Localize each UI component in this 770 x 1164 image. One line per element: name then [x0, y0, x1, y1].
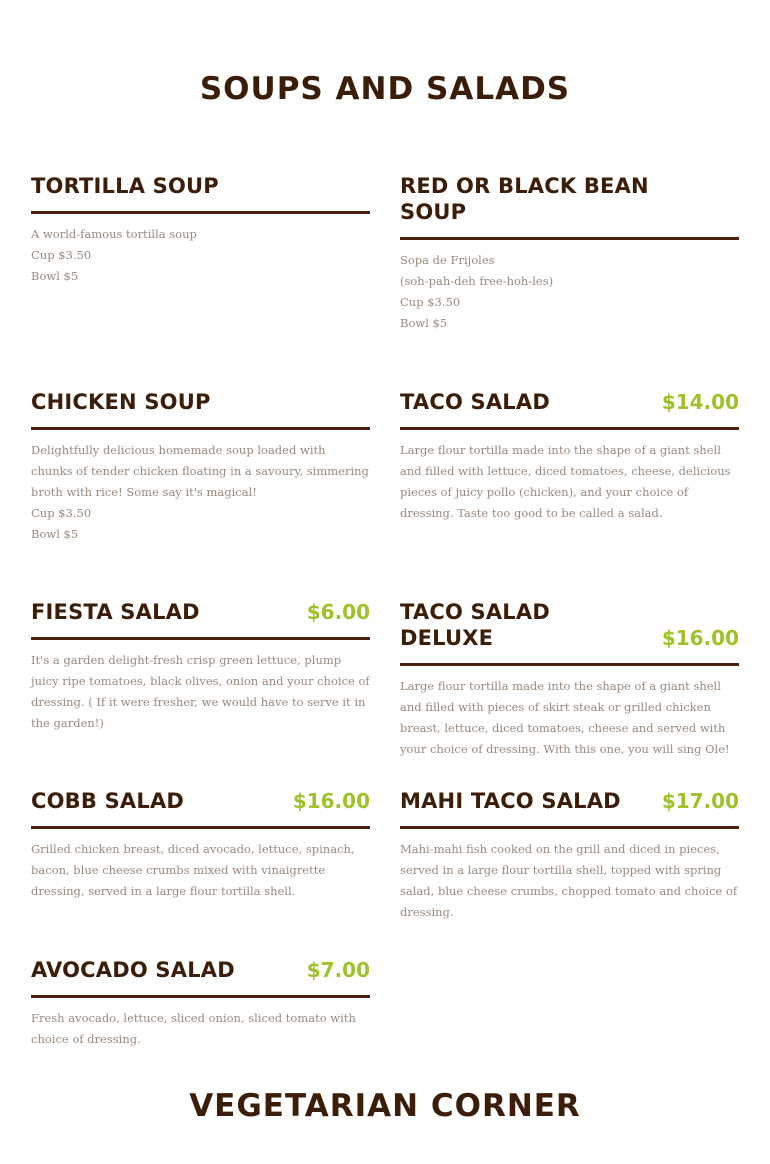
item-description — [31, 650, 370, 734]
item-header — [400, 389, 739, 430]
item-name: TORTILLA SOUP — [31, 174, 219, 198]
menu-item-cobb-salad — [31, 788, 370, 902]
item-line: Cup $3.50 — [31, 248, 92, 262]
item-header — [400, 788, 739, 829]
item-description — [31, 440, 370, 545]
item-line: A world-famous tortilla soup — [31, 227, 197, 241]
menu-item-mahi-taco-salad — [400, 788, 739, 923]
item-name: TACO SALAD DELUXE — [400, 600, 550, 650]
item-description-text: Fresh avocado, lettuce, sliced onion, sliced tomato with choice of dressing. — [31, 1011, 356, 1046]
item-line: Bowl $5 — [31, 527, 79, 541]
item-description-text: It's a garden delight-fresh crisp green lettuce, plump juicy ripe tomatoes, black olives, onion and your choice of dressing. ( If it were fresher, we would have to serve it in the garden!) — [31, 653, 370, 730]
item-price: $16.00 — [661, 626, 739, 650]
item-description-text: Grilled chicken breast, diced avocado, lettuce, spinach, bacon, blue cheese crumbs mixed with vinaigrette dressing, served in a large flour tortilla shell. — [31, 842, 355, 898]
item-name: CHICKEN SOUP — [31, 390, 211, 414]
item-price: $6.00 — [306, 600, 370, 624]
menu-item-fiesta-salad — [31, 599, 370, 734]
item-header — [31, 957, 370, 998]
item-header — [400, 173, 739, 240]
item-description-text: Large flour tortilla made into the shape of a giant shell and filled with lettuce, diced tomatoes, cheese, delicious pieces of juicy pollo (chicken), and your choice of dressing. Taste too good to be called a salad. — [400, 443, 731, 520]
item-description — [31, 224, 370, 287]
item-line: (soh-pah-deh free-hoh-les) — [400, 274, 554, 288]
item-description — [400, 676, 739, 760]
item-price: $16.00 — [292, 789, 370, 813]
item-description — [400, 250, 739, 334]
item-name: FIESTA SALAD — [31, 600, 200, 624]
menu-item-tortilla-soup — [31, 173, 370, 287]
item-name: MAHI TACO SALAD — [400, 789, 621, 813]
item-line: Bowl $5 — [31, 269, 79, 283]
item-header — [31, 173, 370, 214]
item-description — [31, 1008, 370, 1050]
item-header — [31, 788, 370, 829]
item-name: TACO SALAD — [400, 390, 550, 414]
item-description — [400, 839, 739, 923]
item-description-text: Mahi-mahi fish cooked on the grill and diced in pieces, served in a large flour tortilla shell, topped with spring salad, blue cheese crumbs, chopped tomato and choice of dressing. — [400, 842, 738, 919]
item-description — [31, 839, 370, 902]
item-header — [31, 389, 370, 430]
item-price: $17.00 — [661, 789, 739, 813]
item-header — [400, 599, 739, 666]
menu-item-avocado-salad — [31, 957, 370, 1050]
section-title-soups-salads: SOUPS AND SALADS — [199, 71, 571, 107]
item-header — [31, 599, 370, 640]
item-line: Cup $3.50 — [400, 295, 461, 309]
item-line: Bowl $5 — [400, 316, 448, 330]
menu-item-bean-soup — [400, 173, 739, 334]
section-title-vegetarian-corner: VEGETARIAN CORNER — [189, 1088, 581, 1124]
menu-item-taco-salad — [400, 389, 739, 524]
item-line: Sopa de Frijoles — [400, 253, 495, 267]
item-name: COBB SALAD — [31, 789, 185, 813]
item-description-text: Large flour tortilla made into the shape of a giant shell and filled with pieces of skirt steak or grilled chicken breast, lettuce, diced tomatoes, cheese and served with your choice of dressing. With this one, you will sing Ole! — [400, 679, 730, 756]
item-name: AVOCADO SALAD — [31, 958, 235, 982]
item-description-text: Delightfully delicious homemade soup loaded with chunks of tender chicken floating in a savoury, simmering broth with rice! Some say it's magical! — [31, 443, 369, 499]
item-price: $14.00 — [661, 390, 739, 414]
item-description — [400, 440, 739, 524]
menu-item-chicken-soup — [31, 389, 370, 545]
item-name: RED OR BLACK BEAN SOUP — [400, 174, 649, 224]
item-price: $7.00 — [306, 958, 370, 982]
menu-item-taco-salad-deluxe — [400, 599, 739, 760]
item-line: Cup $3.50 — [31, 506, 92, 520]
